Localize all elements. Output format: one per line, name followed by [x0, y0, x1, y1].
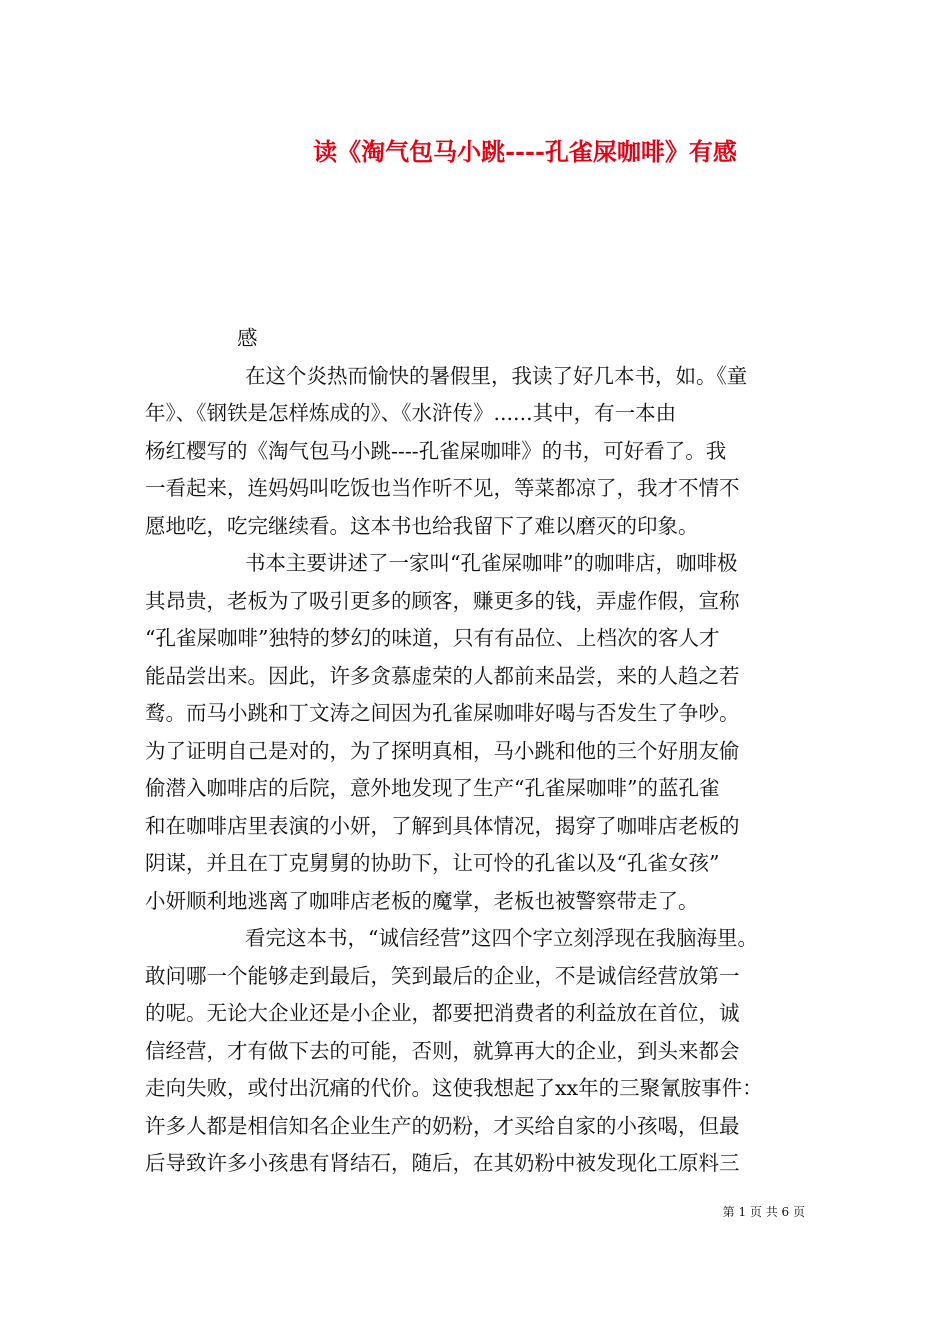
text-line: 感 — [237, 326, 258, 350]
text-line: 的呢。无论大企业还是小企业，都要把消费者的利益放在首位，诚 — [145, 1001, 740, 1025]
text-line: 为了证明自己是对的，为了探明真相，马小跳和他的三个好朋友偷 — [145, 738, 740, 763]
text-line: 看完这本书，“诚信经营”这四个字立刻浮现在我脑海里。 — [245, 926, 758, 950]
document-body — [145, 320, 811, 1183]
text-line: 能品尝出来。因此，许多贪慕虚荣的人都前来品尝，来的人趋之若 — [145, 663, 740, 688]
text-line: 书本主要讲述了一家叫“孔雀屎咖啡”的咖啡店，咖啡极 — [245, 551, 738, 575]
text-line: 鹜。而马小跳和丁文涛之间因为孔雀屎咖啡好喝与否发生了争吵。 — [145, 701, 740, 725]
text-line: 其昂贵，老板为了吸引更多的顾客，赚更多的钱，弄虚作假，宣称 — [145, 588, 740, 613]
text-line: 敢问哪一个能够走到最后，笑到最后的企业，不是诚信经营放第一 — [145, 963, 740, 988]
text-line: 在这个炎热而愉快的暑假里，我读了好几本书，如。《童 — [245, 363, 748, 388]
text-line: 杨红樱写的《淘气包马小跳----孔雀屎咖啡》的书，可好看了。我 — [145, 438, 727, 463]
text-line: 后导致许多小孩患有肾结石，随后，在其奶粉中被发现化工原料三 — [145, 1151, 740, 1175]
document-title: 读《淘气包马小跳----孔雀屎咖啡》有感 — [313, 137, 737, 166]
text-line: 阴谋，并且在丁克舅舅的协助下，让可怜的孔雀以及“孔雀女孩” — [145, 851, 720, 875]
text-line: “孔雀屎咖啡”独特的梦幻的味道，只有有品位、上档次的客人才 — [145, 626, 720, 650]
text-line: 一看起来，连妈妈叫吃饭也当作听不见，等菜都凉了，我才不情不 — [145, 476, 740, 500]
text-line: 许多人都是相信知名企业生产的奶粉，才买给自家的小孩喝，但最 — [145, 1113, 740, 1138]
text-line: 愿地吃，吃完继续看。这本书也给我留下了难以磨灭的印象。 — [145, 513, 699, 538]
text-line: 偷潜入咖啡店的后院，意外地发现了生产“孔雀屎咖啡”的蓝孔雀 — [145, 776, 720, 800]
text-line: 和在咖啡店里表演的小妍，了解到具体情况，揭穿了咖啡店老板的 — [145, 813, 740, 838]
text-line: 年》、《钢铁是怎样炼成的》、《水浒传》......其中，有一本由 — [145, 401, 677, 425]
text-line: 走向失败，或付出沉痛的代价。这使我想起了xx年的三聚氰胺事件： — [145, 1076, 763, 1100]
text-line: 小妍顺利地逃离了咖啡店老板的魔掌，老板也被警察带走了。 — [145, 888, 699, 913]
text-line: 信经营，才有做下去的可能，否则，就算再大的企业，到头来都会 — [145, 1038, 740, 1063]
page-footer: 第 1 页 共 6 页 — [722, 1205, 805, 1219]
